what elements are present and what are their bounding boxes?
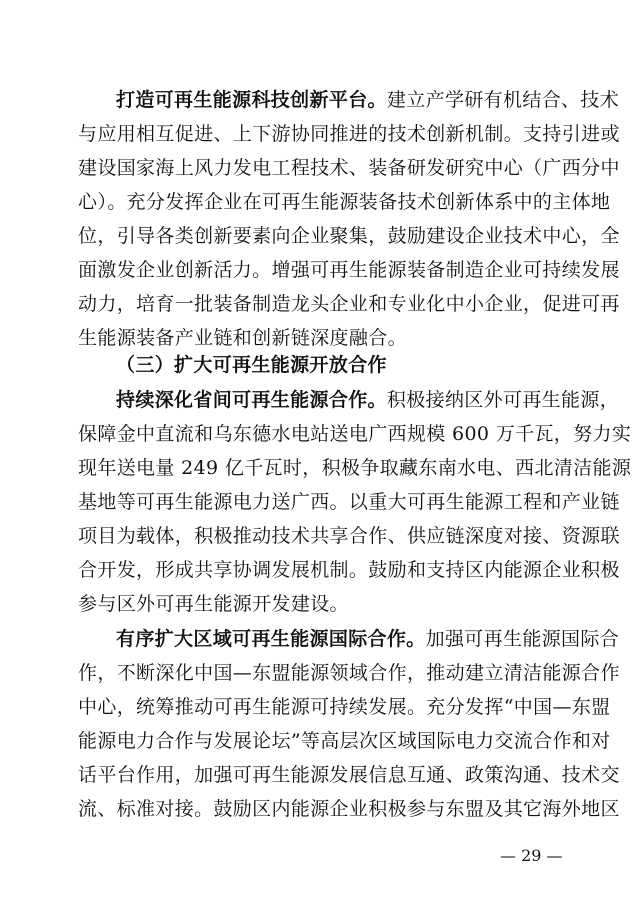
text-line: 保障金中直流和乌东德水电站送电广西规模 600 万千瓦，努力实 [78,423,632,445]
page-number: — 29 — [500,846,563,865]
text-line: 参与区外可再生能源开发建设。 [78,593,349,615]
text-line [116,388,620,412]
text-line: 项目为载体，积极推动技术共享合作、供应链深度对接、资源联 [78,525,620,547]
text-line: 位，引导各类创新要素向企业聚集，鼓励建设企业技术中心，全 [78,225,620,247]
text-line: 建设国家海上风力发电工程技术、装备研发研究中心（广西分中 [78,157,620,179]
text-line: 心）。充分发挥企业在可再生能源装备技术创新体系中的主体地 [78,191,611,213]
paragraph-heading: 打造可再生能源科技创新平台。 [116,89,387,111]
paragraph-heading: 持续深化省间可再生能源合作。 [116,389,387,411]
text-line: 基地等可再生能源电力送广西。以重大可再生能源工程和产业链 [78,491,620,513]
text-line: 中心，统筹推动可再生能源可持续发展。充分发挥“中国—东盟 [78,696,611,718]
text-span: 积极接纳区外可再生能源， [386,389,620,411]
text-line: 生能源装备产业链和创新链深度融合。 [78,327,407,349]
text-line: 能源电力合作与发展论坛”等高层次区域国际电力交流合作和对 [78,730,611,752]
section-heading: （三）扩大可再生能源开放合作 [116,354,387,376]
text-line: 面激发企业创新活力。增强可再生能源装备制造企业可持续发展 [78,259,620,281]
text-line: 流、标准对接。鼓励区内能源企业积极参与东盟及其它海外地区 [78,798,620,820]
text-span: 加强可再生能源国际合 [425,628,620,650]
text-line: 现年送电量 249 亿千瓦时，积极争取藏东南水电、西北清洁能源 [78,457,632,479]
text-line: 合开发，形成共享协调发展机制。鼓励和支持区内能源企业积极 [78,559,620,581]
text-line: 话平台作用，加强可再生能源发展信息互通、政策沟通、技术交 [78,764,620,786]
text-line [116,627,620,651]
paragraph-heading: 有序扩大区域可再生能源国际合作。 [116,628,426,650]
text-span: 建立产学研有机结合、技术 [386,89,620,111]
text-line: 动力，培育一批装备制造龙头企业和专业化中小企业，促进可再 [78,293,620,315]
text-line [116,88,620,112]
text-line: 与应用相互促进、上下游协同推进的技术创新机制。支持引进或 [78,123,620,145]
text-line: 作，不断深化中国—东盟能源领域合作，推动建立清洁能源合作 [78,662,620,684]
